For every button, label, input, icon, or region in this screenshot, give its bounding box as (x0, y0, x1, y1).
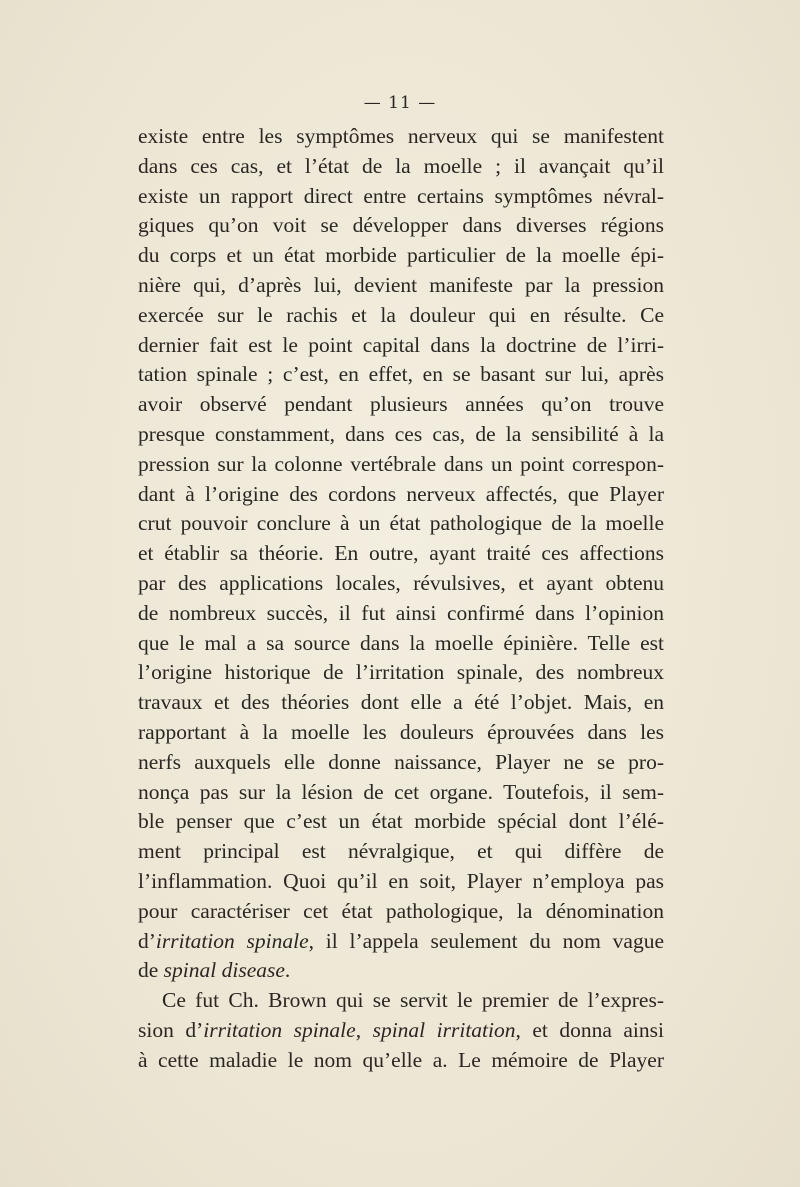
text-line: crut pouvoir conclure à un état pathologique de la moelle (138, 511, 664, 536)
text-segment: de (138, 958, 164, 983)
italic-term: spinal irritation (372, 1017, 516, 1042)
body-text (138, 122, 664, 1076)
text-line: nerfs auxquels elle donne naissance, Player ne se pro- (138, 749, 664, 774)
text-line: tation spinale ; c’est, en effet, en se basant sur lui, après (138, 362, 664, 387)
text-line: de nombreux succès, il fut ainsi confirmé dans l’opinion (138, 600, 664, 625)
text-line: pour caractériser cet état pathologique, la dénomination (138, 898, 664, 923)
text-line: dernier fait est le point capital dans la doctrine de l’irri- (138, 332, 664, 357)
text-line (138, 927, 664, 957)
text-line: pression sur la colonne vertébrale dans un point correspon- (138, 451, 664, 476)
text-line: que le mal a sa source dans la moelle épinière. Telle est (138, 630, 664, 655)
text-line (138, 1016, 664, 1046)
text-segment: , (355, 1017, 373, 1042)
text-line: l’origine historique de l’irritation spinale, des nombreux (138, 660, 664, 685)
text-line: presque constamment, dans ces cas, de la sensibilité à la (138, 421, 664, 446)
text-segment: . (284, 958, 291, 983)
italic-term: irritation spinale (155, 928, 309, 953)
text-line: dant à l’origine des cordons nerveux affectés, que Player (138, 481, 664, 506)
text-line: rapportant à la moelle les douleurs éprouvées dans les (138, 719, 664, 744)
text-segment: , il l’appela seulement du nom vague (308, 928, 664, 953)
italic-term: spinal disease (163, 958, 285, 983)
text-line: et établir sa théorie. En outre, ayant traité ces affections (138, 541, 664, 566)
text-segment: d’ (138, 928, 156, 953)
text-line: existe un rapport direct entre certains symptômes névral- (138, 183, 664, 208)
text-line: par des applications locales, révulsives, et ayant obtenu (138, 570, 664, 595)
text-line: Ce fut Ch. Brown qui se servit le premier de l’expres- (162, 988, 664, 1013)
text-line: dans ces cas, et l’état de la moelle ; il avançait qu’il (138, 153, 664, 178)
text-line (138, 956, 664, 986)
text-line: avoir observé pendant plusieurs années qu’on trouve (138, 392, 664, 417)
text-line: giques qu’on voit se développer dans diverses régions (138, 213, 664, 238)
text-line: ment principal est névralgique, et qui diffère de (138, 839, 664, 864)
text-line: nonça pas sur la lésion de cet organe. Toutefois, il sem- (138, 779, 664, 804)
page-number: — 11 — (363, 93, 437, 113)
text-line: travaux et des théories dont elle a été l’objet. Mais, en (138, 690, 664, 715)
text-segment: , et donna ainsi (515, 1017, 664, 1042)
text-line: exercée sur le rachis et la douleur qui en résulte. Ce (138, 302, 664, 327)
italic-term: irritation spinale (203, 1017, 356, 1042)
text-segment: sion d’ (138, 1017, 204, 1042)
text-line: à cette maladie le nom qu’elle a. Le mémoire de Player (138, 1047, 664, 1072)
text-line: du corps et un état morbide particulier de la moelle épi- (138, 243, 664, 268)
text-line: nière qui, d’après lui, devient manifeste par la pression (138, 272, 664, 297)
text-line: ble penser que c’est un état morbide spécial dont l’élé- (138, 809, 664, 834)
text-line: l’inflammation. Quoi qu’il en soit, Player n’employa pas (138, 868, 664, 893)
text-line: existe entre les symptômes nerveux qui se manifestent (138, 124, 664, 148)
